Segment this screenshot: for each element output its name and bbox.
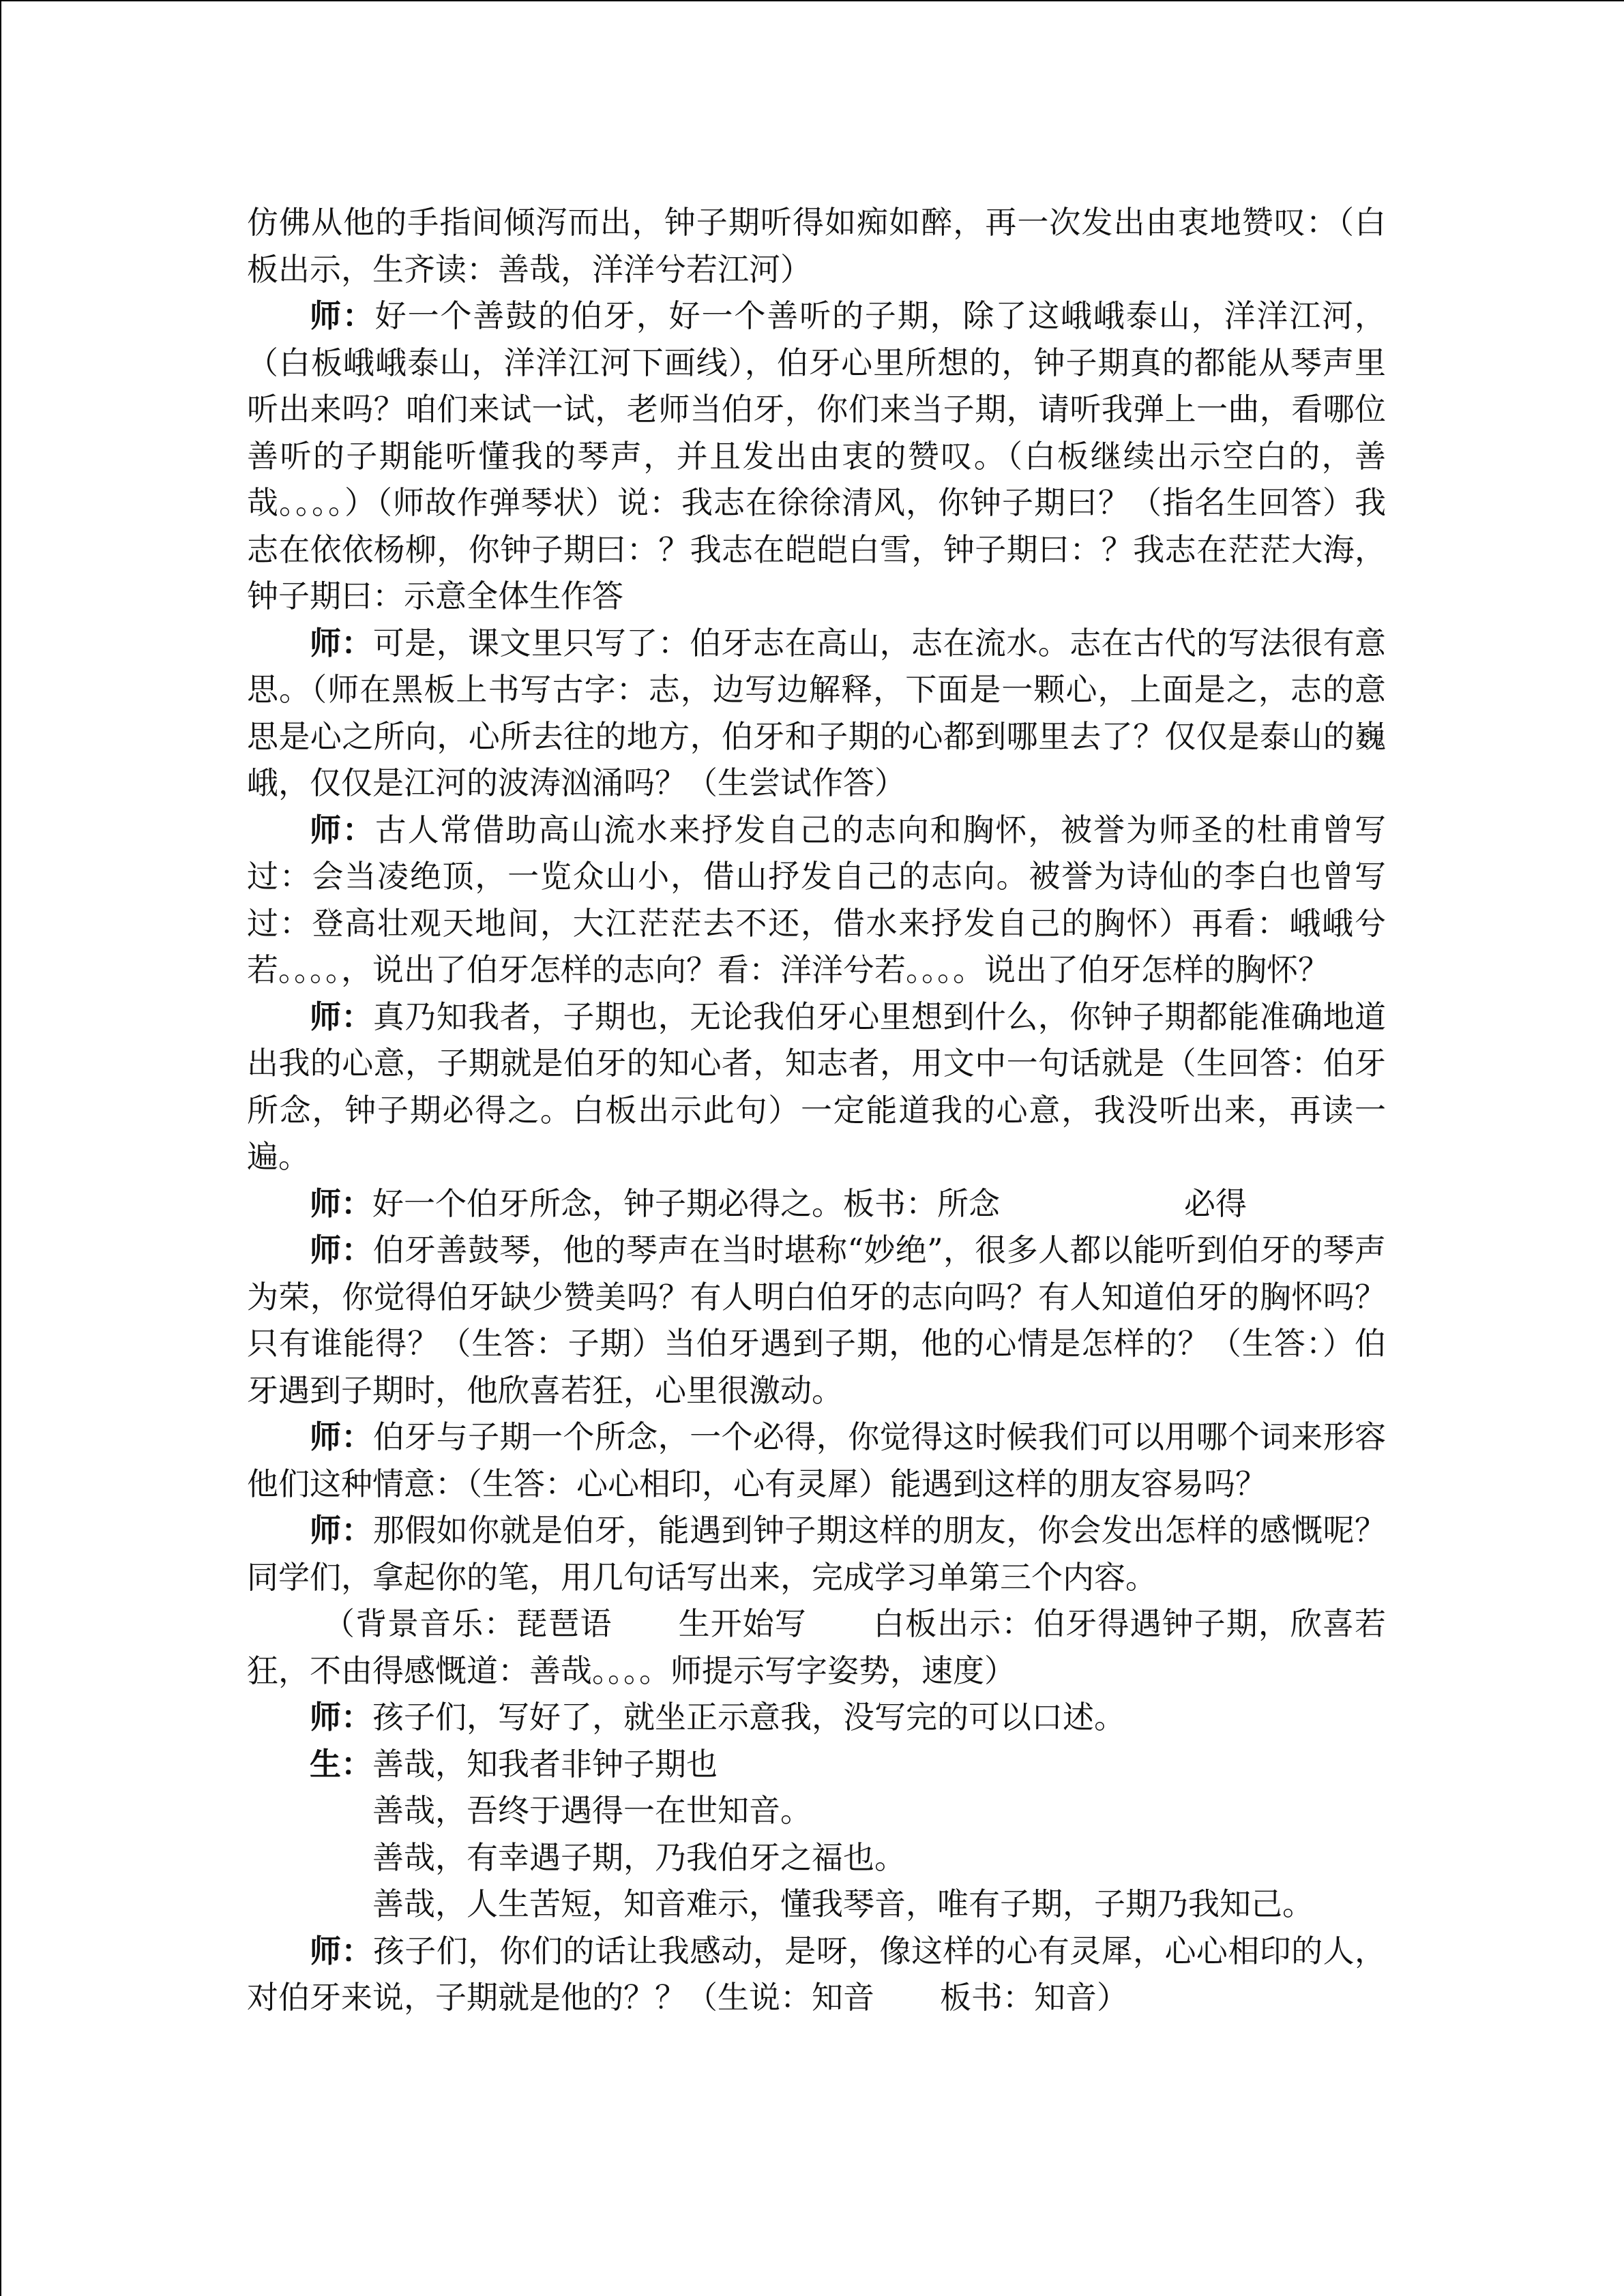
paragraph: 师：好一个善鼓的伯牙，好一个善听的子期，除了这峨峨泰山，洋洋江河，（白板峨峨泰山，洋洋江河下画线），伯牙心里所想的，钟子期真的都能从琴声里听出来吗？咱们来试一试，老师当伯牙，你们来当子期，请听我弹上一曲，看哪位善听的子期能听懂我的琴声，并且发出由衷的赞叹。（白板继续出示空白的，善哉。。。。）（师故作弹琴状）说：我志在徐徐清风，你钟子期曰？（指名生回答）我志在依依杨柳，你钟子期曰：？我志在皑皑白雪，钟子期曰：？我志在茫茫大海，钟子期曰：示意全体生作答 [247, 297, 1386, 614]
speaker-label: 师： [310, 1512, 373, 1549]
speaker-label: 师： [310, 624, 373, 661]
paragraph: 师：可是，课文里只写了：伯牙志在高山，志在流水。志在古代的写法很有意思。（师在黑板上书写古字：志，边写边解释，下面是一颗心，上面是之，志的意思是心之所向，心所去往的地方，伯牙和子期的心都到哪里去了？仅仅是泰山的巍峨，仅仅是江河的波涛汹涌吗？（生尝试作答） [247, 624, 1387, 801]
speaker-label: 师： [310, 1932, 373, 1969]
speaker-label: 师： [310, 1418, 373, 1455]
music-note: （背景音乐：琵琶语 生开始写 白板出示：伯牙得遇钟子期，欣喜若狂，不由得感慨道：善哉。。。。师提示写字姿势，速度） [247, 1605, 1387, 1689]
paragraph: 师：真乃知我者，子期也，无论我伯牙心里想到什么，你钟子期都能准确地道出我的心意，子期就是伯牙的知心者，知志者，用文中一句话就是（生回答：伯牙所念，钟子期必得之。白板出示此句）一定能道我的心意，我没听出来，再读一遍。 [247, 998, 1387, 1175]
speaker-label: 师： [310, 297, 375, 334]
student-answer-line: 善哉，吾终于遇得一在世知音。 [372, 1792, 812, 1829]
student-answer-line: 善哉，有幸遇子期，乃我伯牙之福也。 [372, 1838, 906, 1876]
document-body [247, 199, 1386, 2021]
paragraph: 师：伯牙善鼓琴，他的琴声在当时堪称“妙绝”，很多人都以能听到伯牙的琴声为荣，你觉得伯牙缺少赞美吗？有人明白伯牙的志向吗？有人知道伯牙的胸怀吗？只有谁能得？（生答：子期）当伯牙遇到子期，他的心情是怎样的？（生答：）伯牙遇到子期时，他欣喜若狂，心里很激动。 [247, 1232, 1386, 1409]
paragraph: 仿佛从他的手指间倾泻而出，钟子期听得如痴如醉，再一次发出由衷地赞叹：（白板出示，生齐读：善哉，洋洋兮若江河） [247, 204, 1386, 288]
speaker-label: 师： [310, 1232, 373, 1268]
paragraph: 师：孩子们，写好了，就坐正示意我，没写完的可以口述。 [310, 1699, 1125, 1735]
student-answer: 生：善哉，知我者非钟子期也 [310, 1745, 718, 1783]
board-line: 师：好一个伯牙所念，钟子期必得之。板书：所念 必得 [310, 1184, 1247, 1222]
student-answer-line: 善哉，人生苦短，知音难示，懂我琴音，唯有子期，子期乃我知己。 [372, 1885, 1314, 1922]
speaker-label: 师： [310, 1184, 372, 1222]
paragraph: 师：孩子们，你们的话让我感动，是呀，像这样的心有灵犀，心心相印的人，对伯牙来说，子期就是他的？？（生说：知音 板书：知音） [247, 1932, 1387, 2016]
paragraph: 师：伯牙与子期一个所念，一个必得，你觉得这时候我们可以用哪个词来形容他们这种情意：（生答：心心相印，心有灵犀）能遇到这样的朋友容易吗？ [247, 1418, 1387, 1502]
speaker-label: 师： [310, 1699, 372, 1735]
paragraph: 师：古人常借助高山流水来抒发自己的志向和胸怀，被誉为师圣的杜甫曾写过：会当凌绝顶，一览众山小，借山抒发自己的志向。被誉为诗仙的李白也曾写过：登高壮观天地间，大江茫茫去不还，借水来抒发自己的胸怀）再看：峨峨兮若。。。。，说出了伯牙怎样的志向？看：洋洋兮若。。。。说出了伯牙怎样的胸怀？ [247, 811, 1386, 988]
speaker-label: 生： [310, 1745, 372, 1783]
paragraph: 师：那假如你就是伯牙，能遇到钟子期这样的朋友，你会发出怎样的感慨呢？同学们，拿起你的笔，用几句话写出来，完成学习单第三个内容。 [247, 1512, 1387, 1596]
speaker-label: 师： [310, 811, 375, 848]
speaker-label: 师： [310, 998, 373, 1035]
